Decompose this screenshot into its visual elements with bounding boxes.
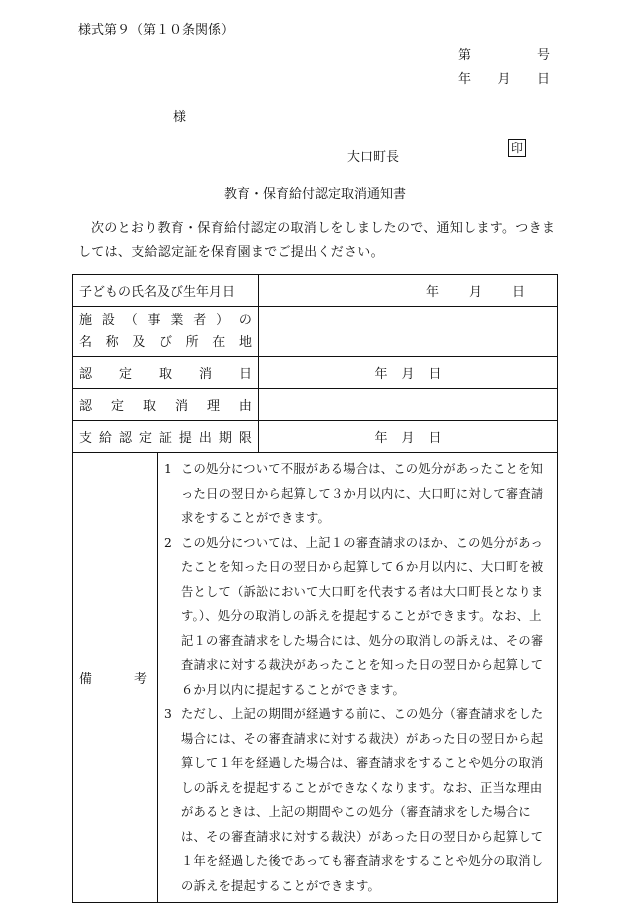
table-row	[73, 357, 558, 389]
table-row	[73, 275, 558, 307]
remarks-inner-table	[73, 453, 557, 902]
remark-number: 1	[164, 462, 173, 476]
facility-label	[73, 307, 259, 357]
remarks-label-char: 備	[79, 672, 93, 687]
child-birth-day: 日	[511, 285, 525, 300]
facility-label-char: 業	[170, 312, 184, 328]
facility-label-char: の	[238, 312, 252, 328]
remark-item	[164, 457, 551, 531]
cancel-reason-label-char: 取	[142, 399, 156, 414]
cancel-day: 日	[428, 367, 442, 382]
facility-label-char: 地	[238, 334, 252, 350]
table-row	[73, 421, 558, 453]
deadline-label-char: 提	[178, 431, 192, 446]
facility-value	[259, 307, 558, 357]
table-row	[73, 389, 558, 421]
facility-label-char: 名	[79, 334, 93, 350]
deadline-month: 月	[401, 431, 415, 446]
child-birth-month: 月	[468, 285, 482, 300]
cancel-reason-label-char: 消	[174, 399, 188, 414]
remark-text: この処分について不服がある場合は、この処分があったことを知った日の翌日から起算して３か月以内に、大口町に対して審査請求をすることができます。	[181, 462, 544, 525]
facility-label-char: 設	[101, 312, 115, 328]
remark-item	[164, 531, 551, 703]
deadline-label-char: 支	[79, 431, 93, 446]
cancel-date-label-char: 消	[198, 367, 212, 382]
submission-deadline-label	[73, 421, 259, 453]
notice-table	[72, 274, 558, 903]
child-name-label	[73, 275, 259, 307]
issue-date-line	[458, 68, 550, 87]
cancel-date-label-char: 定	[118, 367, 132, 382]
cancel-reason-label-char: 定	[110, 399, 124, 414]
remark-text: ただし、上記の期間が経過する前に、この処分（審査請求をした場合には、その審査請求に対する裁決）があった日の翌日から起算して１年を経過した場合は、審査請求をすることや処分の取消しの訴えを提起することができなくなります。なお、正当な理由があるときは、上記の期間やこの処分（審査請求をした場合には、その審査請求に対する裁決）があった日の翌日から起算して１年を経過した後であっても審査請求をすることや処分の取消しの訴えを提起することができます。	[181, 707, 544, 893]
facility-label-char: 在	[212, 334, 226, 350]
remark-number: 3	[164, 707, 173, 721]
document-title: 教育・保育給付認定取消通知書	[223, 187, 406, 202]
facility-label-char: （	[124, 312, 138, 328]
cancel-reason-label-char: 認	[79, 399, 93, 414]
date-day: 日	[536, 72, 550, 87]
deadline-label-char: 限	[238, 431, 252, 446]
facility-label-char: 及	[132, 334, 146, 350]
cancel-reason-value	[259, 389, 558, 421]
deadline-label-char: 期	[218, 431, 232, 446]
deadline-label-char: 証	[158, 431, 172, 446]
cancel-date-label-char: 日	[238, 367, 252, 382]
facility-label-char: ）	[216, 312, 230, 328]
remark-item	[164, 702, 551, 898]
doc-no-suffix: 号	[536, 48, 550, 63]
facility-label-char: 者	[193, 312, 207, 328]
remarks-label-char: 考	[133, 672, 147, 687]
deadline-day: 日	[428, 431, 442, 446]
date-year: 年	[458, 72, 472, 87]
document-number-line	[458, 44, 550, 63]
form-number: 様式第９（第１０条関係）	[78, 23, 235, 38]
cancel-reason-label	[73, 389, 259, 421]
remarks-notes	[158, 453, 558, 902]
table-row	[73, 453, 558, 903]
facility-label-char: 称	[105, 334, 119, 350]
intro-paragraph: 次のとおり教育・保育給付認定の取消しをしましたので、通知します。つきましては、支給認定証を保育園までご提出ください。	[78, 221, 556, 260]
cancel-year: 年	[374, 367, 388, 382]
child-name-label-text: 子どもの氏名及び生年月日	[79, 285, 236, 300]
remark-number: 2	[164, 535, 173, 550]
deadline-label-char: 認	[118, 431, 132, 446]
remarks-label	[73, 453, 158, 902]
deadline-year: 年	[374, 431, 388, 446]
deadline-label-char: 給	[98, 431, 112, 446]
cancel-date-label-char: 取	[158, 367, 172, 382]
doc-no-prefix: 第	[458, 48, 472, 63]
child-name-value	[259, 275, 558, 307]
cancel-date-label-char: 認	[79, 367, 93, 382]
cancel-date-label	[73, 357, 259, 389]
facility-label-char: 事	[147, 312, 161, 328]
cancel-month: 月	[401, 367, 415, 382]
remark-text: この処分については、上記１の審査請求のほか、この処分があったことを知った日の翌日から起算して６か月以内に、大口町を被告として（訴訟において大口町を代表する者は大口町長となります。）、処分の取消しの訴えを提起することができます。なお、上記１の審査請求をした場合には、処分の取消しの訴えは、その審査請求に対する裁決があったことを知った日の翌日から起算して６か月以内に提起することができます。	[181, 535, 544, 697]
deadline-label-char: 定	[138, 431, 152, 446]
table-row	[73, 307, 558, 357]
submission-deadline-value	[259, 421, 558, 453]
date-month: 月	[497, 72, 511, 87]
cancel-reason-label-char: 理	[206, 399, 220, 414]
facility-label-char: 施	[79, 312, 93, 328]
addressee-suffix: 様	[173, 110, 187, 125]
seal-stamp: 印	[508, 139, 526, 157]
child-birth-year: 年	[425, 285, 439, 300]
cancel-date-value	[259, 357, 558, 389]
remarks-wrapper	[73, 453, 558, 903]
deadline-label-char: 出	[198, 431, 212, 446]
cancel-reason-label-char: 由	[238, 399, 252, 414]
issuer-name: 大口町長	[347, 150, 400, 165]
facility-label-char: 所	[185, 334, 199, 350]
facility-label-char: び	[158, 334, 172, 350]
